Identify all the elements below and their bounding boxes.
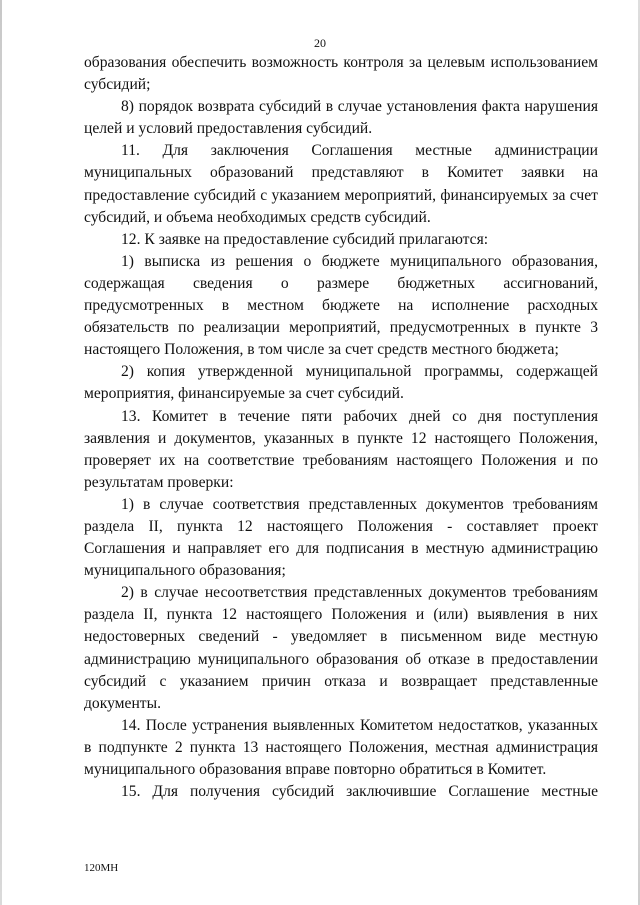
document-body (84, 52, 598, 803)
paragraph: 1) в случае соответствия представленных документов требованиям раздела II, пункта 12 настоящего Положения - составляет проект Соглашения и направляет его для подписания в местную администрацию муниципального образования; (84, 495, 598, 580)
paragraph: 8) порядок возврата субсидий в случае установления факта нарушения целей и условий предоставления субсидий. (84, 98, 598, 138)
paragraph: 12. К заявке на предоставление субсидий прилагаются: (121, 230, 489, 248)
paragraph: образования обеспечить возможность контроля за целевым использованием субсидий; (84, 54, 598, 94)
scan-edge-left (0, 0, 2, 905)
paragraph: 2) копия утвержденной муниципальной программы, содержащей мероприятия, финансируемые за счет субсидий. (84, 363, 598, 403)
paragraph: 14. После устранения выявленных Комитетом недостатков, указанных в подпункте 2 пункта 13 настоящего Положения, местная администрация муниципального образования вправе повторно обратиться в Комитет. (84, 716, 598, 778)
paragraph: 13. Комитет в течение пяти рабочих дней со дня поступления заявления и документов, указанных в пункте 12 настоящего Положения, проверяет их на соответствие требованиям настоящего Положения и по результатам проверки: (84, 407, 598, 491)
paragraph: 11. Для заключения Соглашения местные администрации муниципальных образований представляют в Комитет заявки на предоставление субсидий с указанием мероприятий, финансируемых за счет субсидий, и объема необходимых средств субсидий. (84, 142, 598, 226)
footer-document-code: 120МН (84, 862, 119, 874)
paragraph: 2) в случае несоответствия представленных документов требованиям раздела II, пункта 12 настоящего Положения и (или) выявления в них недостоверных сведений - уведомляет в письменном виде местную администрацию муниципального образования об отказе в предоставлении субсидий с указанием причин отказа и возвращает представленные документы. (84, 584, 598, 712)
paragraph: 15. Для получения субсидий заключившие Соглашение местные (121, 783, 598, 801)
page-number: 20 (314, 36, 326, 50)
paragraph: 1) выписка из решения о бюджете муниципального образования, содержащая сведения о размере бюджетных ассигнований, предусмотренных в местном бюджете на исполнение расходных обязательств по реализации мероприятий, предусмотренных в пункте 3 настоящего Положения, в том числе за счет средств местного бюджета; (84, 252, 598, 359)
